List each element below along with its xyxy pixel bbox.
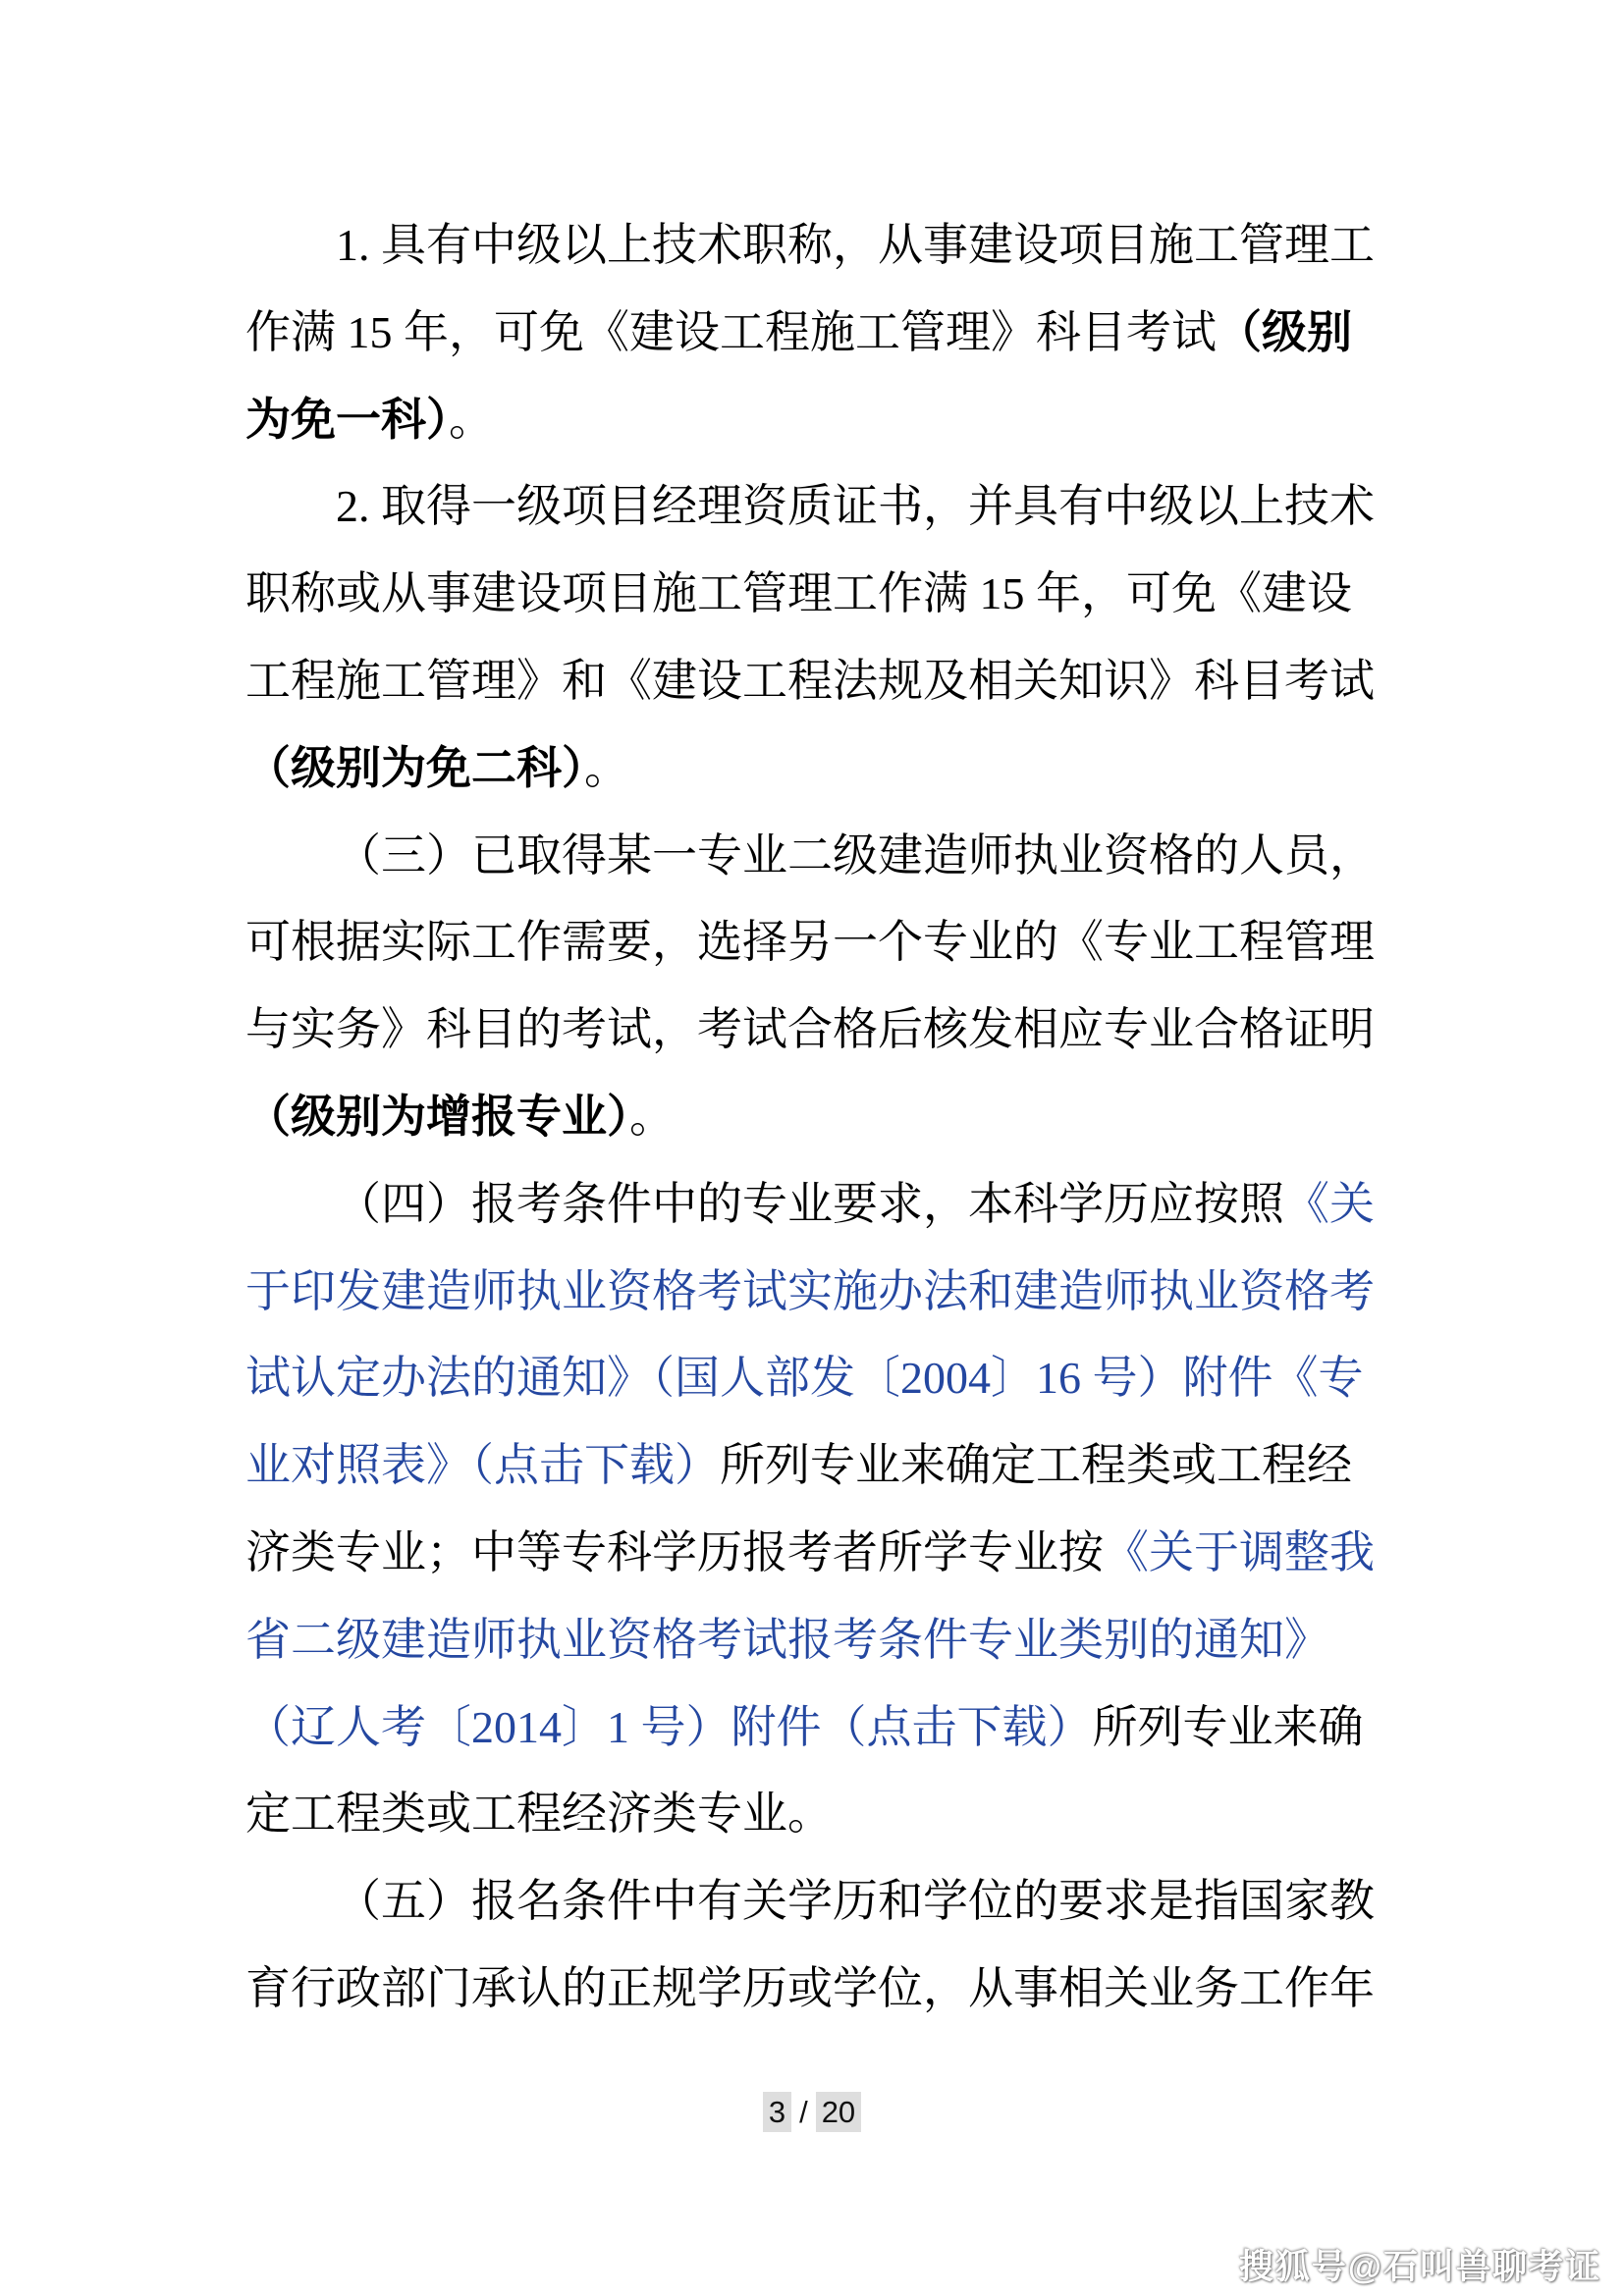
hyperlink[interactable]: 《关于调整我 xyxy=(1104,1526,1375,1577)
text-line xyxy=(245,987,1463,1074)
text-line xyxy=(245,202,1463,290)
text-line xyxy=(245,1858,1463,1946)
body-text: 职称或从事建设项目施工管理工作满 15 年，可免《建设 xyxy=(245,568,1352,619)
body-text: 育行政部门承认的正规学历或学位，从事相关业务工作年 xyxy=(245,1962,1375,2013)
hyperlink[interactable]: 试认定办法的通知》（国人部发〔2004〕16 号）附件《专 xyxy=(245,1353,1364,1404)
text-line xyxy=(245,290,1463,377)
body-text: 工程施工管理》和《建设工程法规及相关知识》科目考试 xyxy=(245,655,1375,706)
hyperlink[interactable]: 《关 xyxy=(1284,1178,1375,1229)
bold-text: （级别为增报专业） xyxy=(245,1091,629,1142)
body-text: 作满 15 年，可免《建设工程施工管理》科目考试 xyxy=(245,306,1217,357)
text-line xyxy=(245,1249,1463,1336)
body-text: 与实务》科目的考试，考试合格后核发相应专业合格证明 xyxy=(245,1004,1375,1055)
body-text: 所列专业来确 xyxy=(1092,1701,1364,1752)
text-line xyxy=(245,377,1463,464)
text-line xyxy=(245,1335,1463,1422)
body-text: 。 xyxy=(584,742,629,793)
bold-text: （级别 xyxy=(1217,306,1352,357)
body-text: 定工程类或工程经济类专业。 xyxy=(245,1789,833,1840)
text-line xyxy=(245,1684,1463,1772)
hyperlink[interactable]: （辽人考〔2014〕1 号）附件（点击下载） xyxy=(245,1701,1093,1752)
hyperlink[interactable]: 省二级建造师执业资格考试报考条件专业类别的通知》 xyxy=(245,1614,1329,1665)
body-text: 所列专业来确定工程类或工程经 xyxy=(720,1440,1352,1491)
text-line xyxy=(245,1422,1463,1510)
text-line xyxy=(245,1074,1463,1161)
text-line xyxy=(245,551,1463,638)
text-line xyxy=(245,638,1463,725)
body-text: （五）报名条件中有关学历和学位的要求是指国家教 xyxy=(336,1876,1375,1927)
page-number-separator: / xyxy=(799,2095,808,2129)
page-footer xyxy=(0,2091,1624,2134)
body-text: 。 xyxy=(449,394,494,445)
body-text: （四）报考条件中的专业要求，本科学历应按照 xyxy=(336,1178,1284,1229)
page-number-current: 3 xyxy=(763,2092,791,2132)
text-line xyxy=(245,1510,1463,1597)
bold-text: （级别为免二科） xyxy=(245,742,584,793)
body-text: 2. 取得一级项目经理资质证书，并具有中级以上技术 xyxy=(336,481,1375,532)
body-text: 。 xyxy=(629,1091,675,1142)
text-line xyxy=(245,1946,1463,2033)
text-line xyxy=(245,1771,1463,1858)
text-line xyxy=(245,1161,1463,1249)
body-text: 济类专业；中等专科学历报考者所学专业按 xyxy=(245,1526,1104,1577)
body-text: 1. 具有中级以上技术职称，从事建设项目施工管理工 xyxy=(336,220,1375,270)
body-text: 可根据实际工作需要，选择另一个专业的《专业工程管理 xyxy=(245,917,1375,968)
bold-text: 为免一科） xyxy=(245,394,449,445)
sohu-watermark: 搜狐号@石叫兽聊考证 xyxy=(1238,2248,1601,2286)
body-text: （三）已取得某一专业二级建造师执业资格的人员， xyxy=(336,829,1375,881)
document-body xyxy=(245,202,1463,2033)
text-line xyxy=(245,813,1463,900)
hyperlink[interactable]: 业对照表》（点击下载） xyxy=(245,1440,720,1491)
hyperlink[interactable]: 于印发建造师执业资格考试实施办法和建造师执业资格考 xyxy=(245,1265,1375,1316)
text-line xyxy=(245,1597,1463,1684)
text-line xyxy=(245,899,1463,987)
page-number-total: 20 xyxy=(816,2092,861,2132)
text-line xyxy=(245,725,1463,813)
text-line xyxy=(245,463,1463,551)
